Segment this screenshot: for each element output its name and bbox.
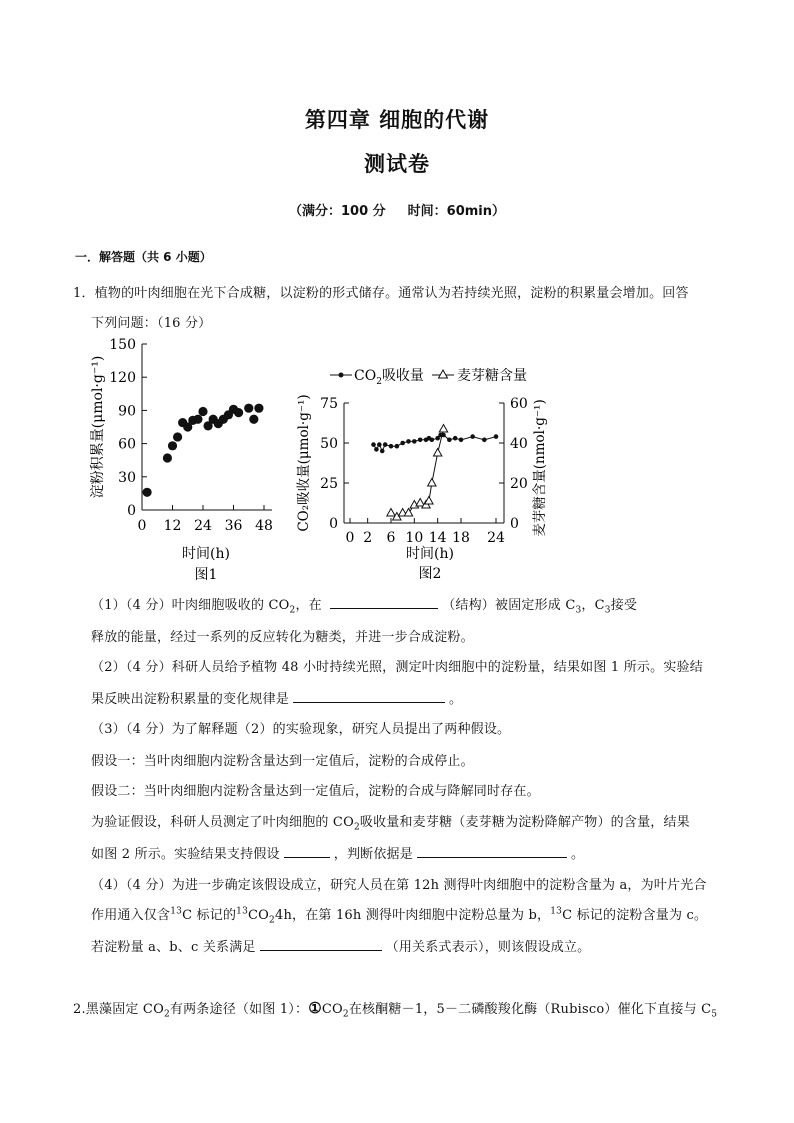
x-tick-label: 12 (163, 518, 182, 534)
figure-2-series (371, 425, 498, 521)
figure-1-y-ticks (109, 337, 147, 519)
figure-2-x-label: 时间(h) (406, 546, 454, 562)
q1-part2-cont: 果反映出淀粉积累量的变化规律是 。 (91, 688, 462, 707)
y-tick-label: 60 (118, 436, 136, 453)
y2-tick-label: 60 (510, 396, 528, 412)
answer-blank-3[interactable] (284, 844, 330, 858)
score-info: （满分：100 分 (288, 204, 386, 219)
page-subtitle: 测试卷 (364, 152, 430, 176)
x-tick-label: 2 (363, 530, 373, 546)
x-tick-label: 0 (345, 530, 355, 546)
x-tick-label: 36 (224, 518, 243, 534)
co2-point (447, 438, 452, 443)
co2-point (482, 438, 487, 443)
y-tick-label: 30 (118, 469, 136, 486)
figure-2-y2-ticks (499, 396, 528, 532)
x-tick-label: 6 (386, 530, 396, 546)
hypothesis-2: 假设二：当叶肉细胞内淀粉含量达到一定值后，淀粉的合成与降解同时存在。 (91, 784, 540, 799)
co2-point (459, 438, 464, 443)
maltose-point (433, 449, 441, 457)
q1-part3-result: 如图 2 所示。实验结果支持假设 ，判断依据是 。 (91, 843, 584, 862)
time-info: 时间：60min） (407, 204, 506, 219)
x-tick-label: 24 (194, 518, 212, 534)
q1-part4: （4）（4 分）为进一步确定该假设成立，研究人员在第 12h 测得叶肉细胞中的淀粉含量为 a，为叶片光合 (91, 878, 707, 893)
data-point (234, 408, 243, 417)
y-tick-label: 25 (320, 476, 338, 492)
circled-one: ① (308, 999, 322, 1017)
y-tick-label: 150 (109, 337, 136, 353)
y2-tick-label: 0 (510, 516, 519, 532)
figure-1-points (142, 404, 263, 497)
data-point (142, 488, 151, 497)
co2-point (371, 442, 376, 447)
co2-series-line (374, 435, 497, 451)
q1-part3: （3）（4 分）为了解释题（2）的实验现象，研究人员提出了两种假设。 (91, 722, 511, 737)
maltose-point (428, 479, 436, 487)
question-2-stem: 2.黑藻固定 $CO_2$有两条途径（如图 1）：$①CO_2$在核酮糖－1，5－二磷酸羧化酶（Rubisco）催化下直接与 $C_5$ (73, 999, 718, 1020)
answer-blank-4[interactable] (417, 844, 567, 858)
co2-point (389, 444, 394, 449)
figure-1-y-label: 淀粉积累量(μmol·g⁻¹) (90, 355, 106, 499)
figure-1-chart (82, 334, 287, 586)
data-point (244, 404, 253, 413)
hypothesis-1: 假设一：当叶肉细胞内淀粉含量达到一定值后，淀粉的合成停止。 (91, 754, 474, 769)
x-tick-label: 24 (487, 530, 505, 546)
y-tick-label: 75 (320, 396, 338, 412)
exam-meta (0, 200, 794, 219)
q1-part3-verify: 为验证假设，科研人员测定了叶肉细胞的 $CO_2$吸收量和麦芽糖（麦芽糖为淀粉降解产物）的含量，结果 (91, 815, 690, 833)
figure-2-chart (290, 360, 560, 586)
figure-2-y2-label: 麦芽糖含量(nmol·g⁻¹) (532, 399, 548, 537)
y-tick-label: 90 (118, 403, 136, 420)
y2-tick-label: 20 (510, 476, 528, 492)
data-point (173, 432, 182, 441)
co2-point (412, 439, 417, 444)
x-tick-label: 0 (137, 518, 147, 534)
data-point (163, 453, 172, 462)
co2-point (494, 434, 499, 439)
data-point (254, 404, 263, 413)
co2-point (400, 441, 405, 446)
answer-blank-2[interactable] (293, 689, 445, 703)
x-tick-label: 18 (452, 530, 470, 546)
co2-point (470, 434, 475, 439)
question-1-stem: 1．植物的叶肉细胞在光下合成糖，以淀粉的形式储存。通常认为若持续光照，淀粉的积累量会增加。回答 (73, 286, 689, 301)
question-1-stem-cont: 下列问题：（16 分） (91, 316, 212, 331)
x-tick-label: 10 (405, 530, 424, 546)
y-tick-label: 0 (127, 503, 136, 519)
figure-2-y-label: CO₂吸收量(μmol·g⁻¹) (296, 394, 312, 532)
figure-2-caption: 图2 (418, 566, 442, 582)
co2-point (418, 438, 423, 443)
figure-2-legend (330, 367, 527, 387)
figure-2-x-ticks (346, 518, 505, 546)
x-tick-label: 14 (428, 530, 447, 546)
svg-text:CO2吸收量: $CO_2$吸收量 (354, 368, 424, 387)
co2-point (374, 447, 379, 452)
q1-part4-condition: 若淀粉量 a、b、c 关系满足 （用关系式表示），则该假设成立。 (91, 936, 590, 955)
answer-blank-5[interactable] (260, 937, 382, 951)
figure-1-x-label: 时间(h) (182, 546, 230, 562)
y2-tick-label: 40 (510, 436, 528, 452)
figure-1-x-ticks (138, 505, 273, 534)
x-tick-label: 48 (255, 518, 273, 534)
section-heading: 一．解答题（共 6 小题） (75, 250, 212, 264)
co2-point (406, 439, 411, 444)
data-point (193, 415, 202, 424)
answer-blank-1[interactable] (330, 595, 438, 609)
figure-1-caption: 图1 (194, 567, 218, 583)
co2-point (377, 442, 382, 447)
q1-part1-cont: 释放的能量，经过一系列的反应转化为糖类，并进一步合成淀粉。 (91, 630, 474, 645)
figure-2-y-ticks (320, 396, 349, 532)
maltose-point (439, 425, 447, 433)
legend-maltose-label: 麦芽糖含量 (457, 368, 527, 384)
data-point (249, 415, 258, 424)
co2-point (430, 438, 435, 443)
co2-point (383, 442, 388, 447)
q1-part1: （1）（4 分）叶肉细胞吸收的 $CO_2$，在 （结构）被固定形成 $C_3$，$C_3$接受 (91, 594, 637, 616)
chapter-title: 第四章 细胞的代谢 (304, 108, 490, 132)
y-tick-label: 50 (320, 436, 338, 452)
co2-point (395, 444, 400, 449)
y-tick-label: 0 (329, 516, 338, 532)
maltose-point (387, 509, 395, 517)
q1-part2: （2）（4 分）科研人员给予植物 48 小时持续光照，测定叶肉细胞中的淀粉量，结果如图 1 所示。实验结 (91, 660, 703, 675)
q1-part4-cont: 作用通入仅含$^{13}$C 标记的$^{13}CO_24h$，在第 16h 测得叶肉细胞中淀粉总量为 b，$^{13}$C 标记的淀粉含量为 c。 (91, 906, 708, 926)
legend-co2-label: CO (354, 368, 377, 384)
co2-point (380, 449, 385, 454)
data-point (198, 407, 207, 416)
data-point (168, 441, 177, 450)
y-tick-label: 120 (109, 370, 136, 387)
co2-point (453, 436, 458, 441)
